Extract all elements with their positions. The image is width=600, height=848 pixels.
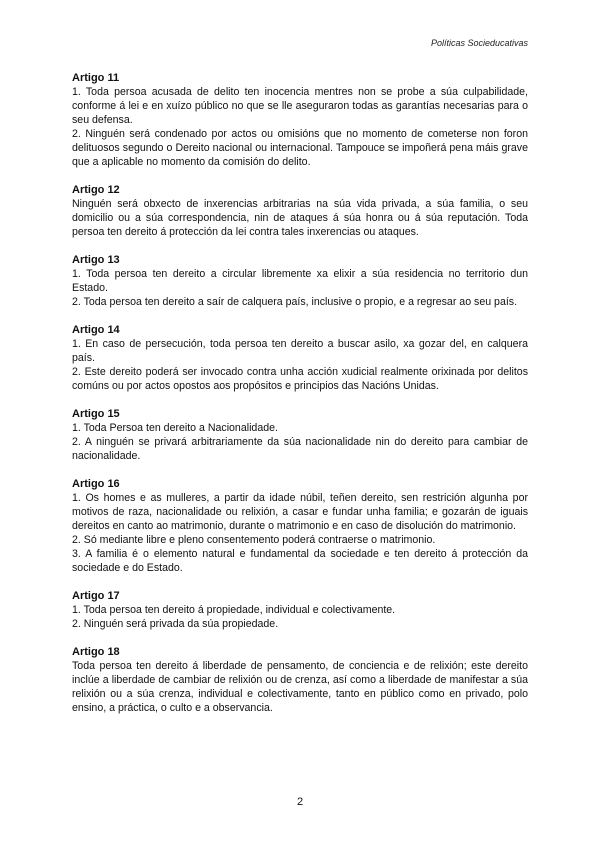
article-12 [72, 183, 528, 239]
article-title: Artigo 14 [72, 324, 120, 336]
article-paragraph: 2. Este dereito poderá ser invocado contra unha acción xudicial realmente orixinada por delitos comúns ou por actos opostos aos propósitos e principios das Nacións Unidas. [72, 366, 528, 392]
article-paragraph: Toda persoa ten dereito á liberdade de pensamento, de conciencia e de relixión; este dereito inclúe a liberdade de cambiar de relixión ou de crenza, así como a liberdade de manifestar a súa relixión ou a súa crenza, individual e colectivamente, tanto en público como en privado, polo ensino, a práctica, o culto e a observancia. [72, 660, 528, 714]
article-paragraph: 1. Toda persoa ten dereito á propiedade, individual e colectivamente. [72, 604, 396, 616]
article-11 [72, 71, 528, 169]
article-paragraph: 2. Só mediante libre e pleno consentemento poderá contraerse o matrimonio. [72, 534, 436, 546]
article-paragraph: 2. Ninguén será privada da súa propiedade. [72, 618, 279, 630]
article-title: Artigo 12 [72, 184, 120, 196]
article-16 [72, 477, 528, 575]
article-17 [72, 589, 528, 631]
article-15 [72, 407, 528, 463]
article-paragraph: 2. Ninguén será condenado por actos ou omisións que no momento de cometerse non foron delituosos segundo o Dereito nacional ou internacional. Tampouce se impoñerá pena máis grave que a aplicable no momento da comisión do delito. [72, 128, 528, 168]
article-title: Artigo 17 [72, 590, 120, 602]
document-body [72, 71, 528, 729]
article-title: Artigo 18 [72, 646, 120, 658]
article-paragraph: 3. A familia é o elemento natural e fundamental da sociedade e ten dereito á protección da sociedade e do Estado. [72, 548, 528, 574]
article-title: Artigo 13 [72, 254, 120, 266]
article-paragraph: 1. Toda Persoa ten dereito a Nacionalidade. [72, 422, 278, 434]
article-18 [72, 645, 528, 715]
article-paragraph: 2. A ninguén se privará arbitrariamente da súa nacionalidade nin do dereito para cambiar de nacionalidade. [72, 436, 528, 462]
article-title: Artigo 11 [72, 72, 120, 84]
article-paragraph: 1. Toda persoa ten dereito a circular libremente xa elixir a súa residencia no territorio dun Estado. [72, 268, 528, 294]
article-title: Artigo 15 [72, 408, 120, 420]
article-title: Artigo 16 [72, 478, 120, 490]
article-14 [72, 323, 528, 393]
article-paragraph: 2. Toda persoa ten dereito a saír de calquera país, inclusive o propio, e a regresar ao seu país. [72, 296, 518, 308]
article-paragraph: 1. Toda persoa acusada de delito ten inocencia mentres non se probe a súa culpabilidade, conforme á lei e en xuízo público no que se lle aseguraron todas as garantías necesarias para o seu defensa. [72, 86, 528, 126]
article-13 [72, 253, 528, 309]
article-paragraph: 1. En caso de persecución, toda persoa ten dereito a buscar asilo, xa gozar del, en calquera país. [72, 338, 528, 364]
article-paragraph: 1. Os homes e as mulleres, a partir da idade núbil, teñen dereito, sen restrición algunha por motivos de raza, nacionalidade ou relixión, a casar e fundar unha familia; e gozarán de iguais dereitos en canto ao matrimonio, durante o matrimonio e en caso de disolución do matrimonio. [72, 492, 528, 532]
running-header: Políticas Socieducativas [430, 38, 528, 48]
page-number: 2 [296, 796, 304, 808]
article-paragraph: Ninguén será obxecto de inxerencias arbitrarias na súa vida privada, a súa familia, o seu domicilio ou a súa correspondencia, nin de ataques á súa honra ou á súa reputación. Toda persoa ten dereito á protección da lei contra tales inxerencias ou ataques. [72, 198, 528, 238]
